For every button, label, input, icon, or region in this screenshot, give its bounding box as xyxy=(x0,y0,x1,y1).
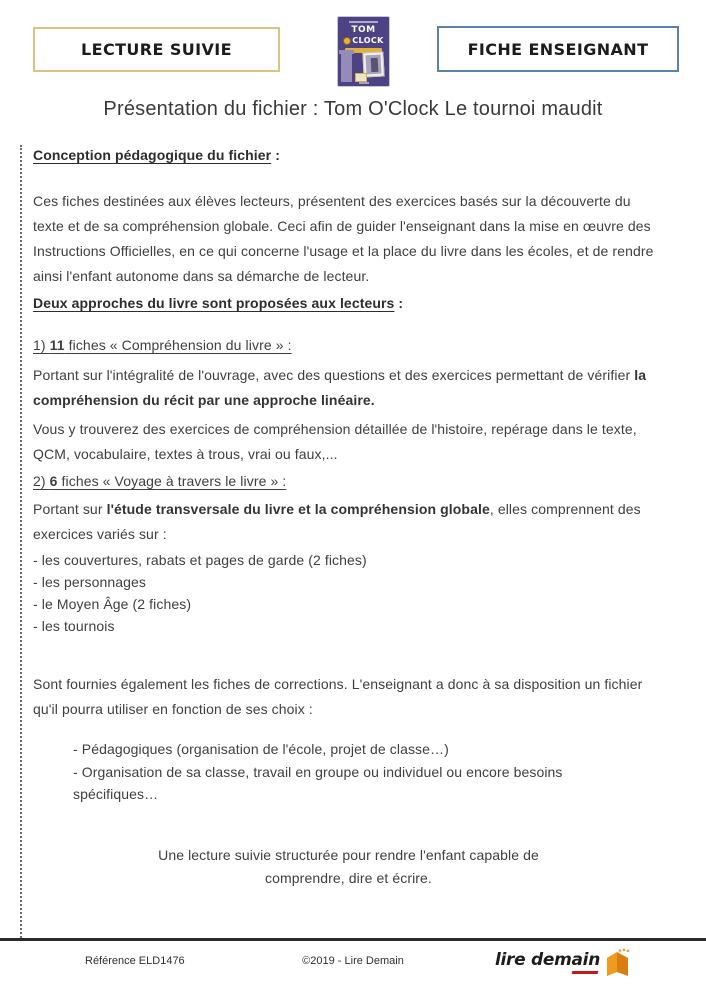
list-item: - Organisation de sa classe, travail en groupe ou individuel ou encore besoins spécifiques… xyxy=(73,763,563,802)
lecture-suivie-box xyxy=(33,27,280,72)
list-item: - les tournois xyxy=(33,618,115,634)
item2-heading: 2) 6 fiches « Voyage à travers le livre » : xyxy=(33,473,287,489)
reference-label: Référence ELD1476 xyxy=(85,955,185,967)
lire-demain-logo xyxy=(495,948,633,978)
book-cover-image xyxy=(338,17,389,86)
logo-subtext-mark xyxy=(572,971,599,974)
footer xyxy=(0,948,706,1000)
choices-list xyxy=(73,738,633,806)
fiche-enseignant-box xyxy=(437,26,679,72)
section1-paragraph: Ces fiches destinées aux élèves lecteurs, présentent des exercices basés sur la découverte du texte et de sa compréhension globale. Ceci afin de guider l'enseignant dans la mise en œuvre des Instructions Officielles, en ce qui concerne l'usage et la place du livre dans les écoles, et de rendre ainsi l'enfant autonome dans sa démarche de lecteur. xyxy=(33,193,654,284)
cover-castle-art xyxy=(341,53,352,82)
item1-paragraph: Portant sur l'intégralité de l'ouvrage, avec des questions et des exercices permettant de vérifier la compréhension du récit par une approche linéaire. xyxy=(33,367,647,408)
list-item: - les couvertures, rabats et pages de garde (2 fiches) xyxy=(33,552,367,568)
closing-statement: Une lecture suivie structurée pour rendre l'enfant capable de comprendre, dire et écrire. xyxy=(158,846,539,886)
lecture-suivie-label: LECTURE SUIVIE xyxy=(81,40,232,59)
cover-small-frame xyxy=(355,73,367,82)
item1-paragraph2: Vous y trouverez des exercices de compréhension détaillée de l'histoire, repérage dans le texte, QCM, vocabulaire, textes à trous, vrai ou faux,... xyxy=(33,421,637,462)
corrections-paragraph: Sont fournies également les fiches de corrections. L'enseignant a donc à sa disposition un fichier qu'il pourra utiliser en fonction de ses choix : xyxy=(33,676,643,717)
item2-paragraph: Portant sur l'étude transversale du livre et la compréhension globale, elles comprennent des exercices variés sur : xyxy=(33,501,641,542)
list-item: - Pédagogiques (organisation de l'école, projet de classe…) xyxy=(73,741,449,757)
page-title: Présentation du fichier : Tom O'Clock Le tournoi maudit xyxy=(103,98,603,120)
copyright-label: ©2019 - Lire Demain xyxy=(302,955,404,967)
fiche-enseignant-label: FICHE ENSEIGNANT xyxy=(467,39,649,59)
footer-divider xyxy=(0,938,706,941)
list-item: - les personnages xyxy=(33,574,146,590)
list-item: - le Moyen Âge (2 fiches) xyxy=(33,596,192,612)
cover-authors-line xyxy=(349,21,378,23)
item1-heading: 1) 11 fiches « Compréhension du livre » : xyxy=(33,337,292,353)
clock-icon xyxy=(343,37,351,45)
header xyxy=(0,0,706,95)
cover-title-line1: TOM xyxy=(351,25,376,35)
logo-wordmark: lire demain xyxy=(495,950,601,970)
content-frame xyxy=(20,145,686,938)
cover-title-line2: CLOCK xyxy=(352,36,384,45)
section2-heading: Deux approches du livre sont proposées aux lecteurs : xyxy=(33,295,404,311)
cover-publisher-mark xyxy=(359,82,369,84)
section1-heading: Conception pédagogique du fichier : xyxy=(33,147,280,163)
open-book-icon xyxy=(603,948,633,978)
themes-list xyxy=(33,549,664,637)
